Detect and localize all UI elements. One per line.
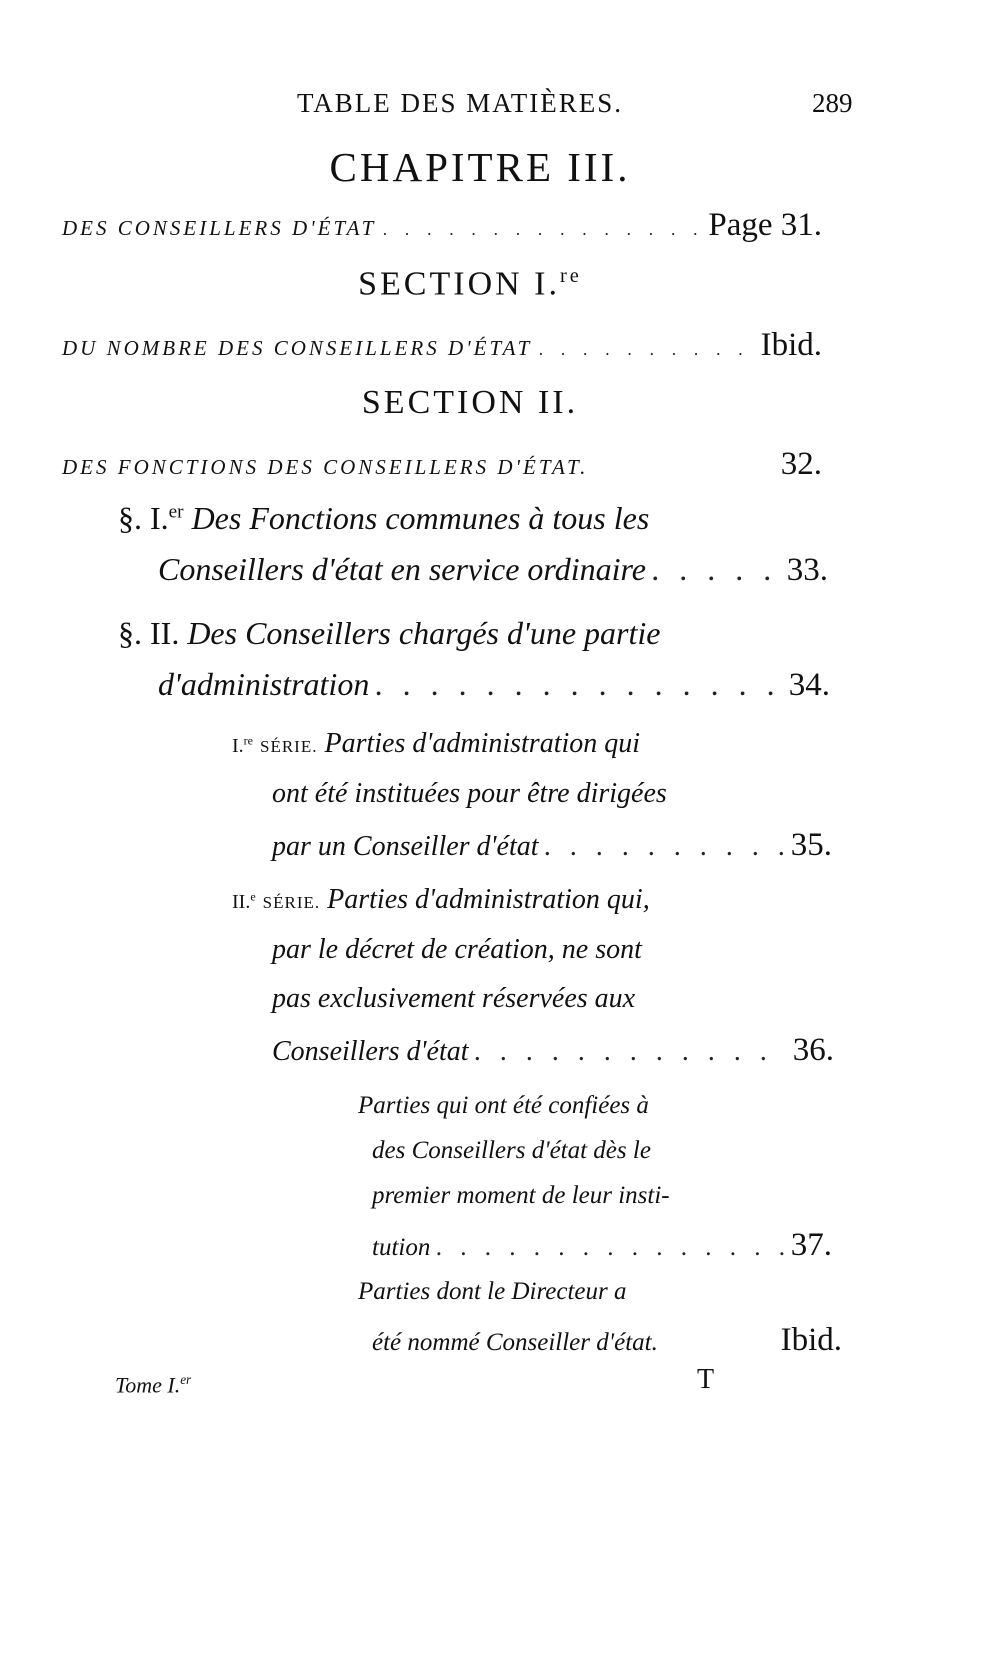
toc-entry-line: par un Conseiller d'état . . . 35. [272,827,832,864]
dot-leader [436,1234,784,1262]
toc-entry-page: Ibid. [780,1322,842,1358]
running-title: TABLE DES MATIÈRES. [296,88,624,118]
toc-entry-text: DES FONCTIONS DES CONSEILLERS D'ÉTAT. [62,455,589,479]
dot-leader [375,666,782,703]
page-number: 289 [812,88,853,118]
toc-entry-conseillers[interactable] [62,207,822,244]
toc-entry-line: été nommé Conseiller d'état. Ibid. [372,1322,842,1358]
toc-entry-line: I.$^{re}$ SÉRIE. Parties d'administration qui [232,728,641,759]
toc-entry-page: Ibid. [760,327,822,363]
toc-entry-line: par le décret de création, ne sont [272,934,642,965]
toc-entry-fonctions[interactable] [62,446,822,483]
toc-entry-nombre[interactable] [62,327,822,364]
chapter-title: CHAPITRE III. [329,144,631,190]
toc-entry-page: Page 31. [708,207,822,243]
toc-entry-line: §. I.$^{er}$ Des Fonctions communes à tous les [118,500,650,536]
dot-leader [545,831,785,863]
toc-entry-text: DES CONSEILLERS D'ÉTAT [62,216,377,240]
section-heading-2: SECTION II. [361,384,579,421]
dot-leader [382,220,702,239]
toc-entry-page: 32. [780,446,822,482]
toc-entry-line: des Conseillers d'état dès le [372,1137,651,1164]
toc-entry-line: pas exclusivement réservées aux [272,983,636,1014]
toc-entry-line: Conseillers d'état en service ordinaire . . . 33. [158,551,828,589]
toc-entry-line: premier moment de leur insti- [372,1182,670,1209]
dot-leader [475,1036,787,1068]
toc-entry-page: 35. [790,827,832,863]
toc-entry-page: 37. [790,1227,832,1263]
toc-entry-line: Parties dont le Directeur a [358,1278,627,1305]
toc-entry-line: d'administration . . . 34. [158,666,830,704]
toc-entry-page: 33. [786,552,828,588]
toc-entry-line: Conseillers d'état . . . 36. [272,1032,834,1069]
dot-leader [652,551,781,588]
toc-entry-line: tution . . . 37. [372,1227,832,1264]
signature-mark: T [697,1364,715,1395]
section-heading-1: SECTION I.$^{re}$ [358,265,582,303]
toc-entry-line: Parties qui ont été confiées à [358,1092,649,1119]
toc-entry-line: ont été instituées pour être dirigées [272,778,667,809]
toc-entry-page: 36. [792,1032,834,1068]
toc-entry-line: §. II. Des Conseillers chargés d'une partie [118,615,661,651]
toc-entry-page: 34. [788,667,830,703]
toc-entry-line: II.$^e$ SÉRIE. Parties d'administration qui, [232,884,650,915]
dot-leader [538,340,754,359]
volume-label: Tome I.$^{er}$ [115,1372,192,1398]
toc-entry-text: DU NOMBRE DES CONSEILLERS D'ÉTAT [62,336,533,360]
